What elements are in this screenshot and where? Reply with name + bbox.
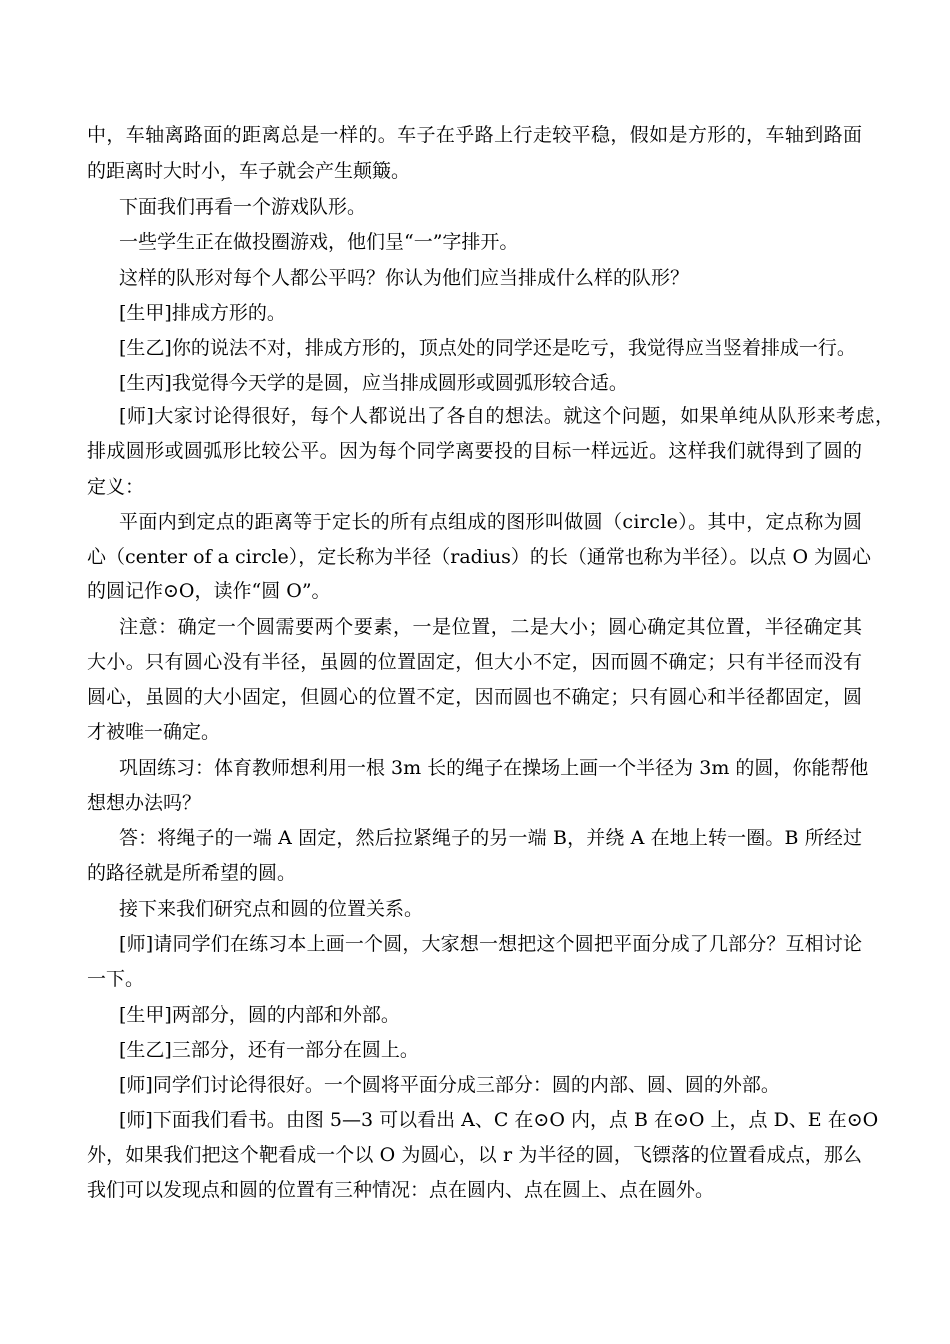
text-line: 一下。 (87, 968, 145, 990)
text-line: 大小。只有圆心没有半径，虽圆的位置固定，但大小不定，因而圆不确定；只有半径而没有 (87, 651, 863, 673)
text-line: [师]下面我们看书。由图 5—3 可以看出 A、C 在⊙O 内，点 B 在⊙O 上，点 D、E 在⊙O (119, 1109, 879, 1131)
text-line: 答：将绳子的一端 A 固定，然后拉紧绳子的另一端 B，并绕 A 在地上转一圈。B 所经过 (119, 827, 863, 849)
text-line: 这样的队形对每个人都公平吗？你认为他们应当排成什么样的队形？ (119, 267, 690, 289)
text-line: 排成圆形或圆弧形比较公平。因为每个同学离要投的目标一样远近。这样我们就得到了圆的 (87, 440, 863, 462)
text-line: [师]请同学们在练习本上画一个圆，大家想一想把这个圆把平面分成了几部分？互相讨论 (119, 933, 863, 955)
text-line: 中，车轴离路面的距离总是一样的。车子在乎路上行走较平稳，假如是方形的，车轴到路面 (87, 124, 863, 146)
text-line: 的距离时大时小，车子就会产生颠簸。 (87, 160, 411, 182)
text-line: [师]大家讨论得很好，每个人都说出了各自的想法。就这个问题，如果单纯从队形来考虑， (119, 405, 895, 427)
text-line: [生甲]两部分，圆的内部和外部。 (119, 1004, 400, 1026)
text-line: 定义： (87, 476, 145, 498)
text-line: [生乙]三部分，还有一部分在圆上。 (119, 1039, 419, 1061)
text-line: 的路径就是所希望的圆。 (87, 862, 297, 884)
text-line: [生甲]排成方形的。 (119, 302, 286, 324)
text-line: 我们可以发现点和圆的位置有三种情况：点在圆内、点在圆上、点在圆外。 (87, 1179, 715, 1201)
text-line: 注意：确定一个圆需要两个要素，一是位置，二是大小；圆心确定其位置，半径确定其 (119, 616, 863, 638)
text-line: 圆心，虽圆的大小固定，但圆心的位置不定，因而圆也不确定；只有圆心和半径都固定，圆 (87, 686, 863, 708)
text-line: 的圆记作⊙O，读作“圆 O”。 (87, 580, 331, 602)
text-line: 外，如果我们把这个靶看成一个以 O 为圆心，以 r 为半径的圆，飞镖落的位置看成点，那么 (87, 1144, 863, 1166)
text-line: 想想办法吗？ (87, 792, 202, 814)
text-line: 接下来我们研究点和圆的位置关系。 (119, 898, 424, 920)
text-line: 心（center of a circle），定长称为半径（radius）的长（通常也称为半径）。以点 O 为圆心 (87, 546, 872, 568)
text-line: [生丙]我觉得今天学的是圆，应当排成圆形或圆弧形较合适。 (119, 372, 628, 394)
text-line: [生乙]你的说法不对，排成方形的，顶点处的同学还是吃亏，我觉得应当竖着排成一行。 (119, 337, 856, 359)
text-line: 平面内到定点的距离等于定长的所有点组成的图形叫做圆（circle）。其中，定点称为圆 (119, 511, 863, 533)
text-line: [师]同学们讨论得很好。一个圆将平面分成三部分：圆的内部、圆、圆的外部。 (119, 1074, 780, 1096)
text-line: 下面我们再看一个游戏队形。 (119, 196, 367, 218)
text-line: 一些学生正在做投圈游戏，他们呈“一”字排开。 (119, 231, 519, 253)
text-line: 才被唯一确定。 (87, 721, 221, 743)
text-line: 巩固练习：体育教师想利用一根 3m 长的绳子在操场上画一个半径为 3m 的圆，你能帮他 (119, 757, 869, 779)
